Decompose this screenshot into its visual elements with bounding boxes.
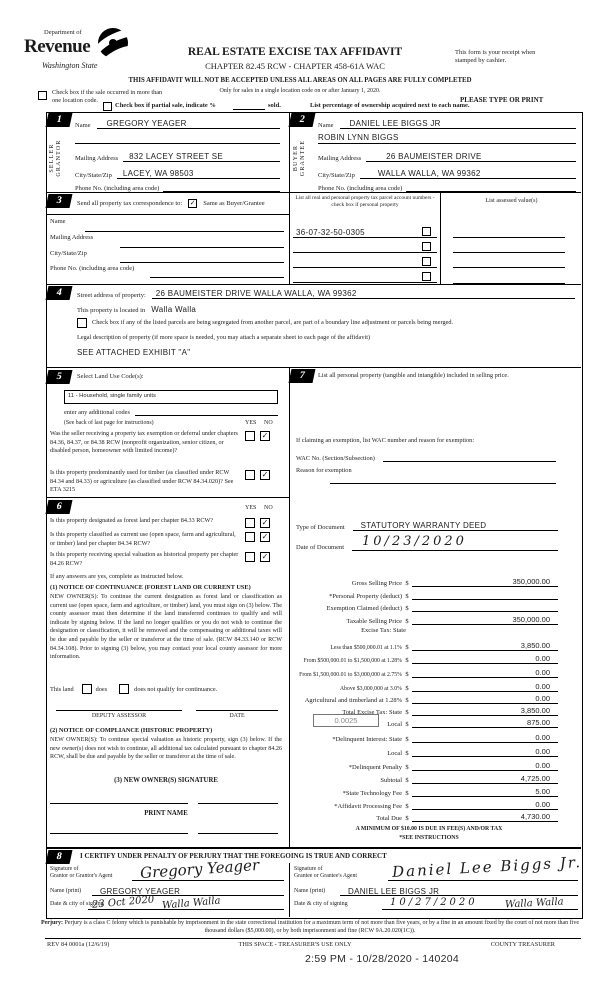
doc-type-label: Type of Document [296, 524, 345, 531]
correspondence-city-label: City/State/Zip [50, 250, 87, 257]
tax-tier1-field[interactable]: 3,850.00 [412, 641, 558, 651]
agricultural-timberland-field[interactable]: 0.00 [412, 694, 558, 704]
sold-label: sold. [268, 102, 281, 109]
land-use-title: Select Land Use Code(s): [77, 373, 144, 380]
divider-line [289, 863, 290, 917]
grantee-name-print-label: Name (print) [294, 888, 326, 894]
assessed-value-field[interactable] [453, 260, 565, 268]
assessed-value-field[interactable] [453, 245, 565, 253]
notice-compliance-body: NEW OWNER(S): To continue special valuation as historic property, sign (3) below. If the new owner(s) does not wish to continue, all additional tax calculated pursuant to chapter 84.26 RCW, shall be due and payable by the seller or transferor at the time of sale. [50, 737, 282, 761]
divider-line [46, 497, 289, 498]
revenue-swirl-logo-icon [94, 26, 132, 65]
additional-codes-field[interactable] [135, 415, 278, 416]
same-as-buyer-label: Same as Buyer/Grantee [203, 199, 265, 207]
question-no-checkbox[interactable]: ✓ [261, 431, 269, 440]
dollar-sign: $ [405, 764, 409, 771]
money-row-label: Exemption Claimed (deduct) [326, 605, 402, 612]
parcel-row [293, 241, 437, 253]
seller-grantor-side-label: SELLER GRANTOR [49, 139, 62, 177]
receipt-note: This form is your receipt when stamped by cashier. [455, 49, 536, 64]
seller-mailing-field[interactable]: 832 LACEY STREET SE [123, 152, 280, 162]
reason-exemption-field[interactable] [330, 475, 556, 484]
land-use-selected-value: 11 - Household, single family units [68, 393, 156, 399]
grantee-signature-field[interactable] [388, 880, 578, 881]
doc-date-label: Date of Document [296, 544, 345, 551]
personal-property-title: List all personal property (tangible and intangible) included in selling price. [318, 372, 509, 379]
exemption-claimed-field[interactable] [412, 611, 558, 612]
claiming-exemption-note: If claiming an exemption, list WAC number and reason for exemption: [296, 437, 475, 444]
money-row-label: Total Due [376, 815, 402, 822]
doc-date-field[interactable]: 10/23/2020 [362, 534, 467, 549]
logo-revenue: Revenue [24, 36, 91, 57]
money-row-label: From $500,000.01 to $1,500,000 at 1.28% [303, 658, 402, 664]
multi-location-label: Check box if the sale occurred in more than one location code. [52, 89, 163, 104]
located-in-field[interactable]: Walla Walla [151, 305, 197, 314]
correspondence-phone-field[interactable] [150, 270, 284, 278]
grantee-signature-label: Signature of Grantee or Grantee's Agent [294, 866, 358, 879]
seller-name-field[interactable]: GREGORY YEAGER [97, 119, 280, 129]
grantor-date-script: 23 Oct 2020 [91, 894, 155, 911]
dollar-sign: $ [405, 618, 409, 625]
delinquent-interest-state-field[interactable]: 0.00 [412, 733, 558, 743]
question-yes-checkbox[interactable] [245, 470, 255, 480]
located-in-label: This property is located in [77, 307, 146, 314]
total-due-field[interactable]: 4,730.00 [412, 812, 558, 822]
seller-mailing-label: Mailing Address [75, 155, 119, 162]
grantor-name-print-value: GREGORY YEAGER [100, 887, 181, 896]
money-row-label: From $1,500,000.01 to $3,000,000 at 2.75% [299, 672, 402, 678]
if-yes-note: If any answers are yes, complete as instructed below. [50, 573, 184, 580]
question-text: Is this property predominantly used for timber (as classified under RCW 84.34 and 84.33) or agriculture (as classified under RCW 84.34.020)? See ETA 3215 [50, 469, 234, 494]
buyer-grantee-side-label: BUYER GRANTEE [293, 139, 306, 177]
divider-line [46, 214, 289, 215]
see-instructions-note: *SEE INSTRUCTIONS [399, 835, 459, 841]
dollar-sign: $ [405, 777, 409, 784]
date-label: DATE [229, 713, 245, 719]
grantee-signature-script: Daniel Lee Biggs Jr. [391, 853, 583, 881]
wac-number-field[interactable] [383, 461, 556, 462]
assessed-value-field[interactable] [453, 276, 565, 284]
certify-statement: I CERTIFY UNDER PENALTY OF PERJURY THAT THE FOREGOING IS TRUE AND CORRECT [80, 852, 387, 860]
grantee-date-city-field[interactable] [382, 909, 578, 910]
print-name-label: PRINT NAME [144, 810, 188, 817]
no-column-label: NO [264, 505, 273, 511]
yes-column-label: YES [245, 505, 257, 511]
same-as-buyer-checkbox[interactable]: ✓ [189, 198, 196, 207]
question-yes-checkbox[interactable] [245, 532, 255, 542]
question-no-checkbox[interactable]: ✓ [261, 470, 269, 479]
this-land-label: This land [50, 685, 74, 693]
question-no-checkbox[interactable]: ✓ [261, 518, 269, 527]
correspondence-name-label: Name [50, 218, 66, 225]
legal-description-label: Legal description of property (if more space is needed, you may attach a separate sheet to each page of the affidavit) [77, 334, 371, 341]
money-row-label: Less than $500,000.01 at 1.1% [330, 645, 402, 651]
correspondence-name-field[interactable] [85, 224, 284, 232]
send-correspondence-label: Send all property tax correspondence to: [77, 199, 183, 207]
seller-city-label: City/State/Zip [75, 172, 112, 179]
divider-line [46, 847, 581, 849]
dollar-sign: $ [405, 709, 409, 716]
notice-continuance-body: NEW OWNER(S): To continue the current designation as forest land or classification as current use (open space, farm and agriculture, or timber) land, you must sign on (3) below. The county assessor must then determine if the land transferred continues to qualify and will indicate by signing below. If the land no longer qualifies or you do not wish to continue the designation or classification, it will be removed and the compensating or additional taxes will be due and payable by the seller or transferor at the time of sale. (RCW 84.33.140 or RCW 84.34.108). Prior to signing (3) below, you may contact your local county assessor for more information. [50, 594, 282, 661]
tax-tier4-field[interactable]: 0.00 [412, 682, 558, 692]
multi-location-checkbox[interactable] [38, 91, 47, 100]
dollar-sign: $ [405, 803, 409, 810]
dollar-sign: $ [405, 593, 409, 600]
money-row-label: Total Excise Tax: State [342, 709, 402, 716]
deputy-assessor-signature-field[interactable] [56, 710, 182, 711]
question-text: Was the seller receiving a property tax exemption or deferral under chapters 84.36, 84.37, or 84.38 RCW (nonprofit organization, senior citizen, or disabled person, homeowner with limited income)? [50, 430, 238, 455]
tax-tier2-field[interactable]: 0.00 [412, 654, 558, 664]
dollar-sign: $ [405, 736, 409, 743]
print-name-field[interactable] [50, 833, 188, 834]
money-row-label: *Affidavit Processing Fee [334, 803, 402, 810]
section-3-badge: 3 [46, 194, 73, 208]
taxable-selling-price-field[interactable]: 350,000.00 [412, 615, 558, 625]
grantor-date-city-label: Date & city of signing [50, 901, 104, 907]
buyer-phone-label: Phone No. (including area code) [318, 185, 403, 192]
assessed-value-field[interactable] [453, 230, 565, 238]
dollar-sign: $ [405, 685, 409, 692]
treasurer-timestamp-stamp: 2:59 PM - 10/28/2020 - 140204 [305, 953, 460, 965]
does-not-label: does not qualify for continuance. [134, 685, 218, 693]
yes-column-label: YES [245, 420, 257, 426]
dollar-sign: $ [405, 580, 409, 587]
form-revision-number: REV 84 0001a (12/6/19) [47, 941, 110, 948]
question-yes-checkbox[interactable] [245, 431, 255, 441]
question-no-checkbox[interactable]: ✓ [261, 532, 269, 541]
parcel-row [293, 271, 437, 283]
dollar-sign: $ [405, 790, 409, 797]
new-owner-signature-field[interactable] [198, 803, 278, 804]
money-row-label: *Delinquent Penalty [348, 764, 402, 771]
dollar-sign: $ [405, 750, 409, 757]
segregated-checkbox[interactable] [77, 318, 87, 328]
buyer-name-field[interactable]: DANIEL LEE BIGGS JR [340, 119, 576, 129]
question-text: Is this property receiving special valuation as historical property per chapter 84.26 RCW? [50, 551, 239, 567]
total-excise-state-field[interactable]: 3,850.00 [412, 706, 558, 716]
money-row-label: Taxable Selling Price [346, 618, 402, 625]
section-4-badge: 4 [46, 286, 73, 300]
local-rate-box: 0.0025 [313, 714, 379, 727]
dollar-sign: $ [405, 605, 409, 612]
street-address-label: Street address of property: [77, 292, 146, 299]
buyer-city-label: City/State/Zip [318, 172, 355, 179]
parcel-personal-checkbox[interactable] [422, 257, 431, 266]
legal-description-value[interactable]: SEE ATTACHED EXHIBIT "A" [77, 348, 191, 357]
land-does-not-qualify-checkbox[interactable] [119, 684, 129, 694]
county-treasurer-label: COUNTY TREASURER [490, 941, 555, 948]
buyer-phone-field[interactable] [406, 191, 576, 192]
partial-sale-checkbox[interactable] [103, 102, 112, 111]
does-label: does [95, 685, 108, 693]
buyer-mailing-label: Mailing Address [318, 155, 362, 162]
section-1-badge: 1 [46, 113, 73, 127]
parcel-numbers-header: List all real and personal property tax parcel account numbers - check box if personal property [295, 195, 435, 208]
perjury-statement: Perjury: Perjury is a class C felony which is punishable by imprisonment in the state correctional institution for a maximum term of not more than five years, or by a fine in an amount fixed by the court of not more than five thousand dollars ($5,000.00), or by both imprisonment and fine (RCW 9A.20.020(1C)). [40, 920, 580, 935]
grantee-name-print-value: DANIEL LEE BIGGS JR [348, 887, 440, 896]
logo-dept-of: Department of [44, 29, 82, 36]
state-technology-fee-field[interactable]: 5.00 [412, 787, 558, 797]
grantor-name-print-label: Name (print) [50, 888, 82, 894]
print-name-field[interactable] [198, 833, 278, 834]
treasurer-space-label: THIS SPACE - TREASURER'S USE ONLY [238, 941, 352, 948]
section-8-badge: 8 [46, 850, 73, 864]
money-row-label: *Delinquent Interest: State [332, 736, 402, 743]
delinquent-penalty-field[interactable]: 0.00 [412, 761, 558, 771]
land-use-select[interactable] [64, 390, 278, 404]
money-row-label: *State Technology Fee [342, 790, 402, 797]
grantor-signature-label: Signature of Grantor or Grantor's Agent [50, 866, 113, 879]
parcel-personal-checkbox[interactable] [422, 242, 431, 251]
parcel-row [293, 256, 437, 268]
section-5-badge: 5 [46, 370, 73, 384]
seller-city-field[interactable]: LACEY, WA 98503 [117, 169, 280, 179]
correspondence-phone-label: Phone No. (including area code) [50, 265, 135, 272]
section-6-badge: 6 [46, 500, 73, 514]
divider-line [289, 192, 290, 284]
no-column-label: NO [264, 420, 273, 426]
buyer-name2-field[interactable]: ROBIN LYNN BIGGS [318, 131, 576, 144]
question-no-checkbox[interactable]: ✓ [261, 552, 269, 561]
please-type-label: PLEASE TYPE OR PRINT [460, 96, 544, 104]
money-row-label: Subtotal [380, 777, 402, 784]
form-chapter: CHAPTER 82.45 RCW - CHAPTER 458-61A WAC [205, 61, 385, 71]
section-2-badge: 2 [289, 113, 316, 127]
ownership-label: List percentage of ownership acquired next to each name. [310, 102, 470, 109]
question-text: Is this property classified as current use (open space, farm and agricultural, or timber) land per chapter 84.34 RCW? [50, 531, 236, 547]
money-row-label: Local [387, 721, 402, 728]
money-row-label: *Personal Property (deduct) [329, 593, 402, 600]
divider-line [46, 367, 581, 368]
divider-line [46, 192, 581, 193]
reason-exemption-label: Reason for exemption [296, 467, 352, 474]
question-yes-checkbox[interactable] [245, 518, 255, 528]
buyer-mailing-field[interactable]: 26 BAUMEISTER DRIVE [366, 152, 576, 162]
notice-compliance-title: (2) NOTICE OF COMPLIANCE (HISTORIC PROPERTY) [50, 727, 213, 734]
money-row-label: Agricultural and timberland at 1.28% [304, 697, 402, 704]
parcel-row [293, 226, 437, 238]
street-address-field[interactable]: 26 BAUMEISTER DRIVE WALLA WALLA, WA 99362 [152, 289, 575, 299]
parcel-number-field[interactable]: 36-07-32-50-0305 [296, 228, 365, 237]
parcel-personal-checkbox[interactable] [422, 227, 431, 236]
minimum-due-note: A MINIMUM OF $10.00 IS DUE IN FEE(S) AND/OR TAX [355, 826, 503, 832]
dollar-sign: $ [405, 721, 409, 728]
grantor-city-script: Walla Walla [161, 895, 222, 912]
question-text: Is this property designated as forest land per chapter 84.33 RCW? [50, 517, 214, 524]
question-yes-checkbox[interactable] [245, 552, 255, 562]
correspondence-mailing-field[interactable] [120, 240, 284, 248]
deputy-date-field[interactable] [196, 710, 278, 711]
section-7-badge: 7 [289, 369, 316, 383]
see-back-note: (See back of last page for instructions) [64, 420, 154, 426]
dollar-sign: $ [405, 697, 409, 704]
seller-phone-field[interactable] [163, 191, 280, 192]
logo-washington-state: Washington State [42, 61, 98, 70]
partial-sale-percent-field[interactable] [233, 101, 265, 110]
doc-type-field[interactable]: STATUTORY WARRANTY DEED [353, 521, 558, 531]
form-title: REAL ESTATE EXCISE TAX AFFIDAVIT [187, 46, 403, 58]
divider-line [45, 938, 581, 939]
divider-line [46, 284, 581, 285]
correspondence-mailing-label: Mailing Address [50, 234, 94, 241]
new-owner-signature-field[interactable] [50, 803, 188, 804]
delinquent-interest-local-field[interactable]: 0.00 [412, 747, 558, 757]
new-owner-signature-title: (3) NEW OWNER(S) SIGNATURE [114, 777, 218, 784]
dollar-sign: $ [405, 671, 409, 678]
land-does-qualify-checkbox[interactable] [82, 684, 92, 694]
seller-phone-label: Phone No. (including area code) [75, 185, 160, 192]
money-row-label: Above $3,000,000 at 3.0% [339, 686, 402, 692]
money-row-label: Gross Selling Price [351, 580, 402, 587]
buyer-name-label: Name [318, 122, 334, 129]
dollar-sign: $ [405, 657, 409, 664]
warning-text: THIS AFFIDAVIT WILL NOT BE ACCEPTED UNLESS ALL AREAS ON ALL PAGES ARE FULLY COMPLETED [128, 77, 472, 84]
seller-name-label: Name [75, 122, 91, 129]
money-row-label: Local [387, 750, 402, 757]
single-location-note: Only for sales in a single location code on or after January 1, 2020. [219, 88, 381, 94]
deputy-assessor-label: DEPUTY ASSESSOR [91, 713, 147, 719]
wac-number-label: WAC No. (Section/Subsection) [296, 455, 375, 462]
additional-codes-label: enter any additional codes [64, 409, 130, 416]
subtotal-field[interactable]: 4,725.00 [412, 774, 558, 784]
gross-selling-price-field[interactable]: 350,000.00 [412, 577, 558, 587]
dollar-sign: $ [405, 644, 409, 651]
grantee-date-script: 10/27/2020 [390, 897, 478, 908]
assessed-values-header: List assessed value(s) [485, 198, 538, 204]
parcel-personal-checkbox[interactable] [422, 272, 431, 281]
grantor-signature-script: Gregory Yeager [139, 855, 260, 883]
excise-state-header: Excise Tax: State [361, 627, 406, 634]
notice-continuance-title: (1) NOTICE OF CONTINUANCE (FOREST LAND OR CURRENT USE) [50, 584, 251, 591]
divider-line [440, 192, 441, 284]
correspondence-city-field[interactable] [120, 255, 284, 263]
dollar-sign: $ [405, 815, 409, 822]
buyer-city-field[interactable]: WALLA WALLA, WA 99362 [360, 169, 576, 179]
local-tax-field[interactable]: 875.00 [412, 718, 558, 728]
grantee-city-script: Walla Walla [504, 896, 564, 911]
segregated-label: Check box if any of the listed parcels are being segregated from another parcel, are part of a boundary line adjustment or parcels being merged. [92, 319, 454, 326]
partial-sale-label: Check box if partial sale, indicate % [115, 102, 216, 109]
tax-tier3-field[interactable]: 0.00 [412, 668, 558, 678]
affidavit-processing-fee-field[interactable]: 0.00 [412, 800, 558, 810]
grantee-date-city-label: Date & city of signing [294, 901, 348, 907]
seller-name2-field[interactable] [75, 133, 280, 144]
